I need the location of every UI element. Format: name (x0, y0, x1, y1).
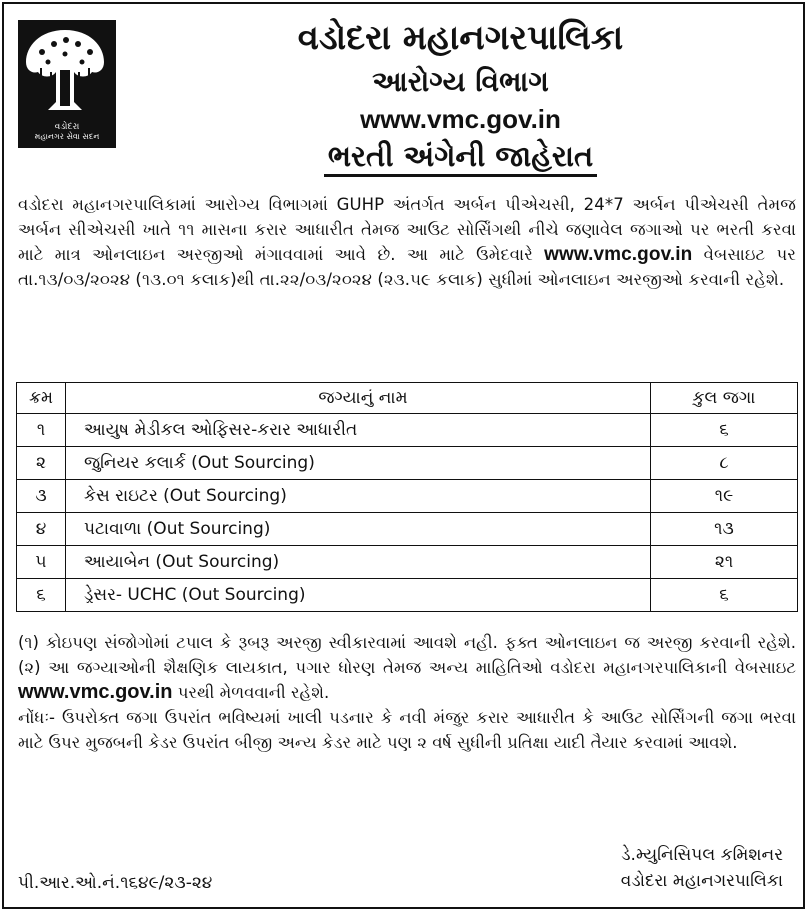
org-name: વડોદરા મહાનગરપાલિકા (297, 18, 624, 58)
row-count: ૬ (651, 414, 798, 447)
banyan-tree-icon (20, 22, 110, 114)
row-post-name: જુનિયર કલાર્ક (Out Sourcing) (66, 447, 651, 480)
row-count: ૧૯ (651, 480, 798, 513)
header (4, 4, 807, 188)
table-row (17, 513, 798, 546)
col-header-total: કુલ જગા (651, 383, 798, 414)
note-1-text-a: (૧) કોઇપણ સંજોગોમાં ટપાલ કે રૂબરૂ અરજી સ્વીકારવામાં આવશે નહી. ફક્ત ઓનલાઇન જ અરજી કરવાની રહેશે. (૨) આ જગ્યાઓની શૈક્ષણિક લાયકાત, પગાર ધોરણ તેમજ અન્ય માહિતિઓ વડોદરા મહાનગરપાલિકાની વેબસાઇટ (18, 633, 796, 677)
col-header-post-name: જગ્યાનું નામ (66, 383, 651, 414)
advertisement-frame (2, 2, 805, 909)
table-row (17, 480, 798, 513)
col-header-serial: ક્રમ (17, 383, 66, 414)
note-paragraph-2: નોંધઃ- ઉપરોક્ત જગા ઉપરાંત ભવિષ્યમાં ખાલી પડનાર કે નવી મંજુર કરાર આધારીત કે આઉટ સોર્સિંગની જગા ભરવા માટે ઉપર મુજબની કેડર ઉપરાંત બીજી અન્ય કેડર માટે પણ ૨ વર્ષ સુધીની પ્રતિક્ષા યાદી તૈયાર કરવામાં આવશે. (18, 708, 796, 752)
note-1-url: www.vmc.gov.in (18, 681, 173, 703)
website-url: www.vmc.gov.in (360, 104, 561, 134)
row-count: ૧૩ (651, 513, 798, 546)
posts-table (16, 382, 798, 612)
pro-number: પી.આર.ઓ.નં.૧૬૪૯/૨૩-૨૪ (18, 873, 213, 893)
table-header-row (17, 383, 798, 414)
row-post-name: કેસ રાઇટર (Out Sourcing) (66, 480, 651, 513)
row-count: ૮ (651, 447, 798, 480)
row-count: ૨૧ (651, 546, 798, 579)
note-1-text-b: પરથી મેળવવાની રહેશે. (172, 683, 330, 702)
notes-section (18, 630, 796, 755)
note-paragraph-1 (18, 630, 796, 705)
row-serial: ૧ (17, 414, 66, 447)
intro-paragraph (18, 192, 796, 292)
signature-block (621, 842, 783, 894)
row-serial: ૬ (17, 579, 66, 612)
row-post-name: આયાબેન (Out Sourcing) (66, 546, 651, 579)
intro-text-b: વેબસાઇટ પર તા.૧૩/૦૩/૨૦૨૪ (૧૩.૦૧ કલાક)થી તા.૨૨/૦૩/૨૦૨૪ (૨૩.૫૯ કલાક) સુધીમાં ઓનલાઇન અરજીઓ કરવાની રહેશે. (18, 245, 796, 289)
row-serial: ૪ (17, 513, 66, 546)
header-titles (114, 16, 807, 177)
signatory-org: વડોદરા મહાનગરપાલિકા (620, 871, 783, 891)
row-serial: ૫ (17, 546, 66, 579)
table-row (17, 546, 798, 579)
row-serial: ૩ (17, 480, 66, 513)
intro-text-a: વડોદરા મહાનગરપાલિકામાં આરોગ્ય વિભાગમાં GUHP અંતર્ગત અર્બન પીએચસી, 24*7 અર્બન પીએચસી તેમજ અર્બન સીએચસી ખાતે ૧૧ માસના કરાર આધારીત તેમજ આઉટ સોર્સિંગથી નીચે જણાવેલ જગાઓ પર ભરતી કરવા માટે માત્ર ઓનલાઇન અરજીઓ મંગાવવામાં આવે છે. આ માટે ઉમેદવારે (18, 195, 796, 264)
vmc-logo (18, 20, 116, 148)
department-name: આરોગ્ય વિભાગ (372, 65, 549, 98)
logo-line-1: વડોદરા (54, 122, 80, 132)
table-row (17, 579, 798, 612)
table-row (17, 447, 798, 480)
logo-line-2: મહાનગર સેવા સદન (34, 132, 100, 141)
logo-caption (20, 122, 114, 142)
row-post-name: ડ્રેસર- UCHC (Out Sourcing) (66, 579, 651, 612)
signatory-title: ડે.મ્યુનિસિપલ કમિશનર (621, 845, 783, 865)
intro-url: www.vmc.gov.in (544, 244, 693, 265)
row-serial: ૨ (17, 447, 66, 480)
advertisement-title: ભરતી અંગેની જાહેરાત (324, 138, 597, 177)
row-post-name: પટાવાળા (Out Sourcing) (66, 513, 651, 546)
table-row (17, 414, 798, 447)
row-post-name: આયુષ મેડીકલ ઓફિસર-કરાર આધારીત (66, 414, 651, 447)
row-count: ૬ (651, 579, 798, 612)
